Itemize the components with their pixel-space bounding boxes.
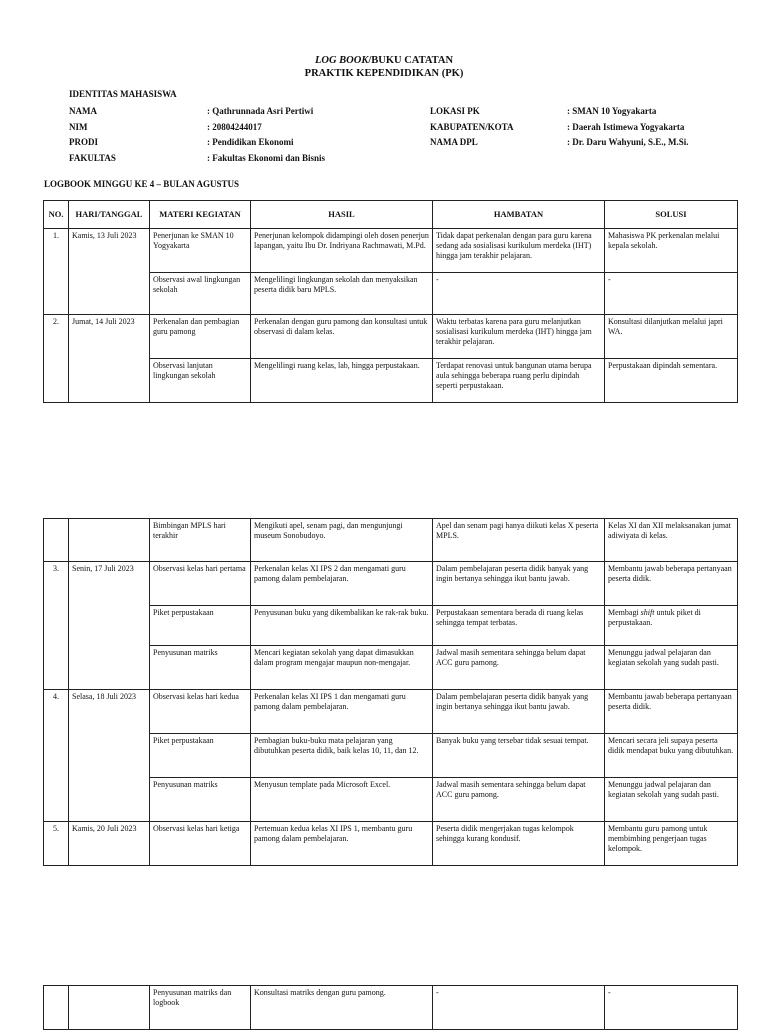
row-hambatan: Banyak buku yang tersebar tidak sesuai tempat.	[433, 734, 605, 778]
header-no: NO.	[44, 201, 69, 229]
row-solusi: -	[605, 986, 738, 1030]
logbook-table-part-3	[43, 985, 738, 1030]
row-hambatan: Perpustakaan sementara berada di ruang kelas sehingga tempat terbatas.	[433, 606, 605, 646]
table-row	[44, 562, 738, 606]
row-date: Kamis, 20 Juli 2023	[69, 822, 150, 866]
row-solusi: Menunggu jadwal pelajaran dan kegiatan sekolah yang sudah pasti.	[605, 646, 738, 690]
row-hasil: Perkenalan kelas XI IPS 1 dan mengamati guru pamong dalam pembelajaran.	[251, 690, 433, 734]
row-date: Jumat, 14 Juli 2023	[69, 315, 150, 403]
row-solusi: Perpustakaan dipindah sementara.	[605, 359, 738, 403]
header-materi: MATERI KEGIATAN	[150, 201, 251, 229]
row-solusi: Kelas XI dan XII melaksanakan jumat adiwiyata di kelas.	[605, 519, 738, 562]
header-date: HARI/TANGGAL	[69, 201, 150, 229]
header-solusi: SOLUSI	[605, 201, 738, 229]
row-hambatan: -	[433, 273, 605, 315]
document-title: LOG BOOK/BUKU CATATAN	[314, 55, 454, 66]
label-dpl: NAMA DPL	[430, 137, 478, 147]
header-hasil: HASIL	[251, 201, 433, 229]
label-kabupaten: KABUPATEN/KOTA	[430, 122, 514, 132]
table-row	[44, 519, 738, 562]
value-dpl: : Dr. Daru Wahyuni, S.E., M.Si.	[567, 137, 689, 147]
label-prodi: PRODI	[69, 137, 98, 147]
row-solusi: Membantu jawab beberapa pertanyaan peserta didik.	[605, 690, 738, 734]
row-hasil: Konsultasi matriks dengan guru pamong.	[251, 986, 433, 1030]
row-hasil: Perkenalan kelas XI IPS 2 dan mengamati guru pamong dalam pembelajaran.	[251, 562, 433, 606]
label-nim: NIM	[69, 122, 88, 132]
label-lokasi: LOKASI PK	[430, 106, 480, 116]
row-solusi: Membantu guru pamong untuk membimbing pengerjaan tugas kelompok.	[605, 822, 738, 866]
row-materi: Observasi kelas hari ketiga	[150, 822, 251, 866]
row-hambatan: Jadwal masih sementara sehingga belum dapat ACC guru pamong.	[433, 778, 605, 822]
row-materi: Observasi kelas hari kedua	[150, 690, 251, 734]
label-fakultas: FAKULTAS	[69, 153, 116, 163]
row-solusi: Mahasiswa PK perkenalan melalui kepala sekolah.	[605, 229, 738, 273]
row-materi: Piket perpustakaan	[150, 606, 251, 646]
row-materi: Bimbingan MPLS hari terakhir	[150, 519, 251, 562]
label-nama: NAMA	[69, 106, 97, 116]
value-nim: : 20804244017	[207, 122, 262, 132]
logbook-table-part-2	[43, 518, 738, 866]
row-hambatan: Dalam pembelajaran peserta didik banyak yang ingin bertanya sehingga ikut bantu jawab.	[433, 690, 605, 734]
row-solusi: Mencari secara jeli supaya peserta didik mendapat buku yang dibutuhkan.	[605, 734, 738, 778]
row-hambatan: -	[433, 986, 605, 1030]
row-hasil: Penyusunan buku yang dikembalikan ke rak-rak buku.	[251, 606, 433, 646]
value-prodi: : Pendidikan Ekonomi	[207, 137, 294, 147]
table-row	[44, 229, 738, 273]
value-kabupaten: : Daerah Istimewa Yogyakarta	[567, 122, 685, 132]
row-hasil: Mengikuti apel, senam pagi, dan mengunjungi museum Sonobudoyo.	[251, 519, 433, 562]
table-row	[44, 315, 738, 359]
row-hambatan: Dalam pembelajaran peserta didik banyak yang ingin bertanya sehingga ikut bantu jawab.	[433, 562, 605, 606]
identity-heading: IDENTITAS MAHASISWA	[69, 89, 177, 99]
row-hasil: Menyusun template pada Microsoft Excel.	[251, 778, 433, 822]
row-number: 4.	[44, 690, 69, 822]
row-materi: Penyusunan matriks	[150, 778, 251, 822]
row-solusi: Konsultasi dilanjutkan melalui japri WA.	[605, 315, 738, 359]
row-number: 5.	[44, 822, 69, 866]
row-materi: Penerjunan ke SMAN 10 Yogyakarta	[150, 229, 251, 273]
row-materi: Observasi kelas hari pertama	[150, 562, 251, 606]
row-number: 2.	[44, 315, 69, 403]
document-subtitle: PRAKTIK KEPENDIDIKAN (PK)	[304, 68, 464, 79]
row-hasil: Pertemuan kedua kelas XI IPS 1, membantu guru pamong dalam pembelajaran.	[251, 822, 433, 866]
row-solusi: Membagi shift untuk piket di perpustakaan.	[605, 606, 738, 646]
row-materi: Observasi awal lingkungan sekolah	[150, 273, 251, 315]
row-hasil: Mengelilingi ruang kelas, lab, hingga perpustakaan.	[251, 359, 433, 403]
row-materi: Penyusunan matriks dan logbook	[150, 986, 251, 1030]
row-hambatan: Tidak dapat perkenalan dengan para guru karena sedang ada sosialisasi kurikulum merdeka (IHT) hingga jam terakhir pelajaran.	[433, 229, 605, 273]
section-title: LOGBOOK MINGGU KE 4 – BULAN AGUSTUS	[44, 179, 240, 189]
row-hasil: Penerjunan kelompok didampingi oleh dosen penerjun lapangan, yaitu Ibu Dr. Indriyana Rachmawati, M.Pd.	[251, 229, 433, 273]
row-hambatan: Apel dan senam pagi hanya diikuti kelas X peserta MPLS.	[433, 519, 605, 562]
logbook-table-part-1	[43, 200, 738, 403]
table-row	[44, 690, 738, 734]
row-number: 1.	[44, 229, 69, 315]
row-date: Selasa, 18 Juli 2023	[69, 690, 150, 822]
row-materi: Piket perpustakaan	[150, 734, 251, 778]
table-row	[44, 986, 738, 1030]
value-nama: : Qathrunnada Asri Pertiwi	[207, 106, 314, 116]
header-hambatan: HAMBATAN	[433, 201, 605, 229]
row-solusi: -	[605, 273, 738, 315]
row-number: 3.	[44, 562, 69, 690]
row-date: Kamis, 13 Juli 2023	[69, 229, 150, 315]
row-hasil: Mengelilingi lingkungan sekolah dan menyaksikan peserta didik baru MPLS.	[251, 273, 433, 315]
row-date: Senin, 17 Juli 2023	[69, 562, 150, 690]
row-materi: Penyusunan matriks	[150, 646, 251, 690]
row-hambatan: Jadwal masih sementara sehingga belum dapat ACC guru pamong.	[433, 646, 605, 690]
row-materi: Perkenalan dan pembagian guru pamong	[150, 315, 251, 359]
row-hambatan: Waktu terbatas karena para guru melanjutkan sosialisasi kurikulum merdeka (IHT) hingga jam terakhir pelajaran.	[433, 315, 605, 359]
value-lokasi: : SMAN 10 Yogyakarta	[567, 106, 657, 116]
row-solusi: Menunggu jadwal pelajaran dan kegiatan sekolah yang sudah pasti.	[605, 778, 738, 822]
row-hasil: Pembagian buku-buku mata pelajaran yang dibutuhkan peserta didik, baik kelas 10, 11, dan 12.	[251, 734, 433, 778]
row-hasil: Mencari kegiatan sekolah yang dapat dimasukkan dalam program mengajar maupun non-mengajar.	[251, 646, 433, 690]
table-row	[44, 822, 738, 866]
row-hasil: Perkenalan dengan guru pamong dan konsultasi untuk observasi di dalam kelas.	[251, 315, 433, 359]
value-fakultas: : Fakultas Ekonomi dan Bisnis	[207, 153, 326, 163]
row-solusi: Membantu jawab beberapa pertanyaan peserta didik.	[605, 562, 738, 606]
row-materi: Observasi lanjutan lingkungan sekolah	[150, 359, 251, 403]
row-hambatan: Terdapat renovasi untuk bangunan utama berupa aula sehingga beberapa ruang perlu dipindah seperti perpustakaan.	[433, 359, 605, 403]
row-hambatan: Peserta didik mengerjakan tugas kelompok sehingga kurang kondusif.	[433, 822, 605, 866]
